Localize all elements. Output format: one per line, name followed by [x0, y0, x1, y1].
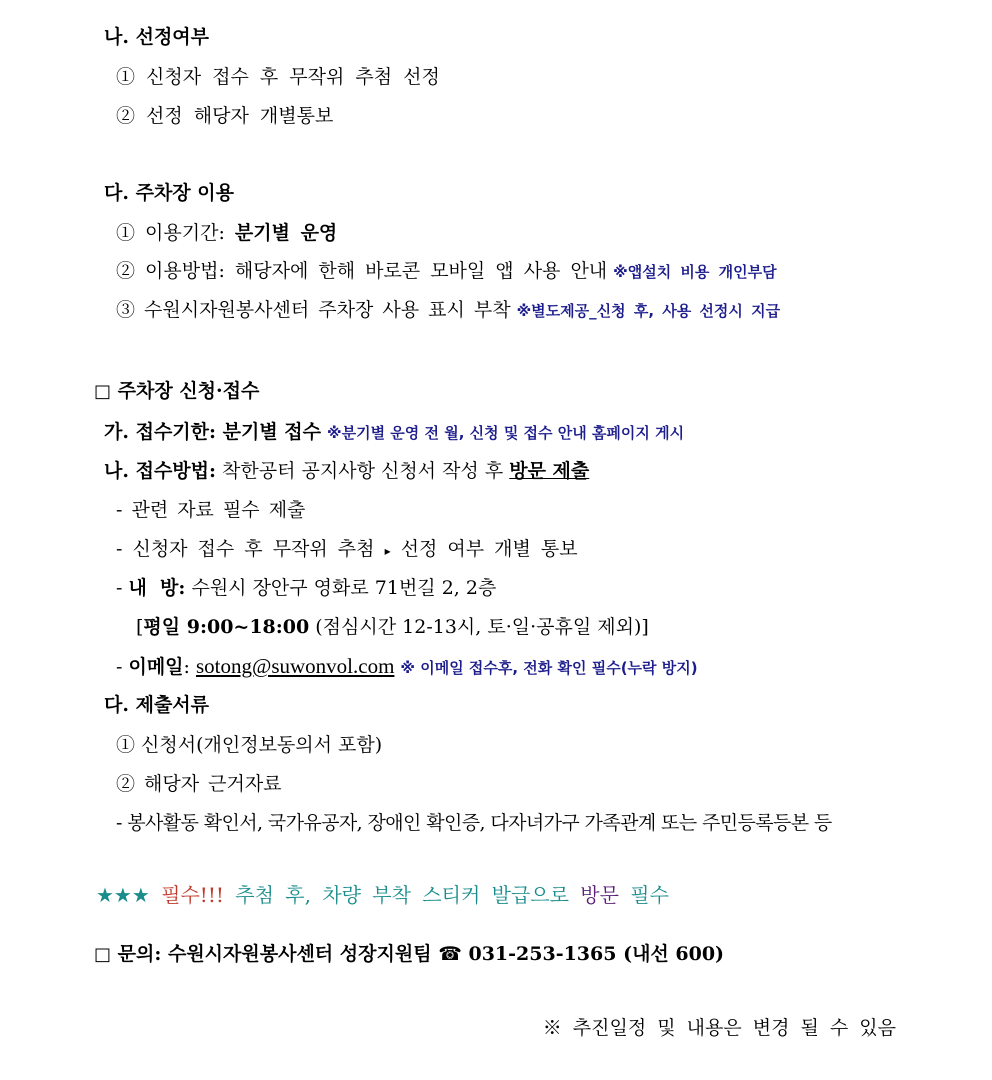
usage-item-1-label: ① 이용기간: — [116, 222, 235, 244]
apply-lottery-result: 선정 여부 개별 통보 — [400, 538, 578, 560]
footer-note: ※ 추진일정 및 내용은 변경 될 수 있음 — [542, 1017, 896, 1039]
apply-email-dash: - — [116, 656, 129, 678]
contact-label: 문의: 수원시자원봉사센터 성장지원팀 — [117, 943, 432, 965]
usage-item-1 — [116, 220, 337, 246]
apply-method — [104, 458, 589, 484]
apply-visit — [116, 575, 496, 601]
usage-period-value: 분기별 운영 — [234, 222, 338, 244]
notice-visit-text: 방문 — [580, 883, 619, 907]
apply-dash-lottery — [116, 536, 578, 564]
usage-item-3-note: ※별도제공_신청 후, 사용 선정시 지급 — [516, 302, 781, 320]
notice-required-text: 필수!!! — [161, 883, 224, 907]
doc-item-1: ① 신청서(개인정보동의서 포함) — [116, 734, 383, 756]
apply-visit-address: 수원시 장안구 영화로 71번길 2, 2층 — [185, 577, 497, 599]
apply-visit-label: 내 방: — [128, 577, 186, 599]
apply-method-text: 착한공터 공지사항 신청서 작성 후 — [216, 460, 510, 482]
email-link[interactable]: sotong@suwonvol.com — [195, 654, 395, 678]
contact-line — [94, 941, 724, 968]
apply-method-visit: 방문 제출 — [509, 460, 590, 482]
apply-email-note: ※ 이메일 접수후, 전화 확인 필수(누락 방지) — [400, 659, 698, 677]
usage-item-3-text: ③ 수원시자원봉사센터 주차장 사용 표시 부착 — [116, 299, 511, 321]
apply-hours-note: (점심시간 12-13시, 토·일·공휴일 제외)] — [309, 616, 649, 638]
selection-item-1: ① 신청자 접수 후 무작위 추첨 선정 — [116, 66, 440, 88]
apply-hours — [136, 614, 649, 640]
doc-dash-examples: - 봉사활동 확인서, 국가유공자, 장애인 확인증, 다자녀가구 가족관계 또는 주민등록등본 등 — [116, 812, 832, 834]
doc-item-2: ② 해당자 근거자료 — [116, 773, 282, 795]
apply-email-colon: : — [183, 656, 196, 678]
phone-icon: ☎ — [438, 943, 462, 965]
checkbox-square-icon: □ — [94, 381, 112, 402]
contact-phone: 031-253-1365 (내선 600) — [468, 943, 725, 965]
section-docs-title: 다. 제출서류 — [104, 694, 209, 716]
usage-item-2-note: ※앱설치 비용 개인부담 — [613, 263, 777, 281]
apply-deadline-label: 가. 접수기한: 분기별 접수 — [104, 421, 322, 443]
section-apply-title: 주차장 신청·접수 — [117, 380, 260, 402]
notice-required-text-2: 필수 — [630, 883, 669, 907]
section-selection-title: 나. 선정여부 — [104, 26, 209, 48]
required-visit-notice — [96, 882, 669, 908]
selection-item-2: ② 선정 해당자 개별통보 — [116, 105, 334, 127]
star-icon: ★★★ — [96, 883, 150, 907]
apply-method-label: 나. 접수방법: — [104, 460, 217, 482]
usage-item-2-text: ② 이용방법: 해당자에 한해 바로콘 모바일 앱 사용 안내 — [116, 260, 608, 282]
arrow-right-icon: ▸ — [384, 544, 391, 558]
apply-hours-weekday: 평일 9:00~18:00 — [143, 616, 310, 638]
apply-email — [116, 653, 698, 681]
apply-dash-required-docs: - 관련 자료 필수 제출 — [116, 499, 306, 521]
notice-text: 추첨 후, 차량 부착 스티커 발급으로 — [235, 883, 569, 907]
apply-hours-bracket: [ — [136, 616, 144, 638]
apply-email-label: 이메일 — [128, 656, 184, 678]
usage-item-3 — [116, 297, 780, 324]
usage-item-2 — [116, 258, 777, 285]
apply-deadline — [104, 419, 684, 446]
section-usage-title: 다. 주차장 이용 — [104, 182, 234, 204]
apply-deadline-note: ※분기별 운영 전 월, 신청 및 접수 안내 홈페이지 게시 — [327, 424, 685, 442]
apply-lottery-text: - 신청자 접수 후 무작위 추첨 — [116, 538, 375, 560]
checkbox-square-icon: □ — [94, 944, 112, 965]
section-apply-heading — [94, 378, 259, 405]
apply-visit-dash: - — [116, 577, 129, 599]
